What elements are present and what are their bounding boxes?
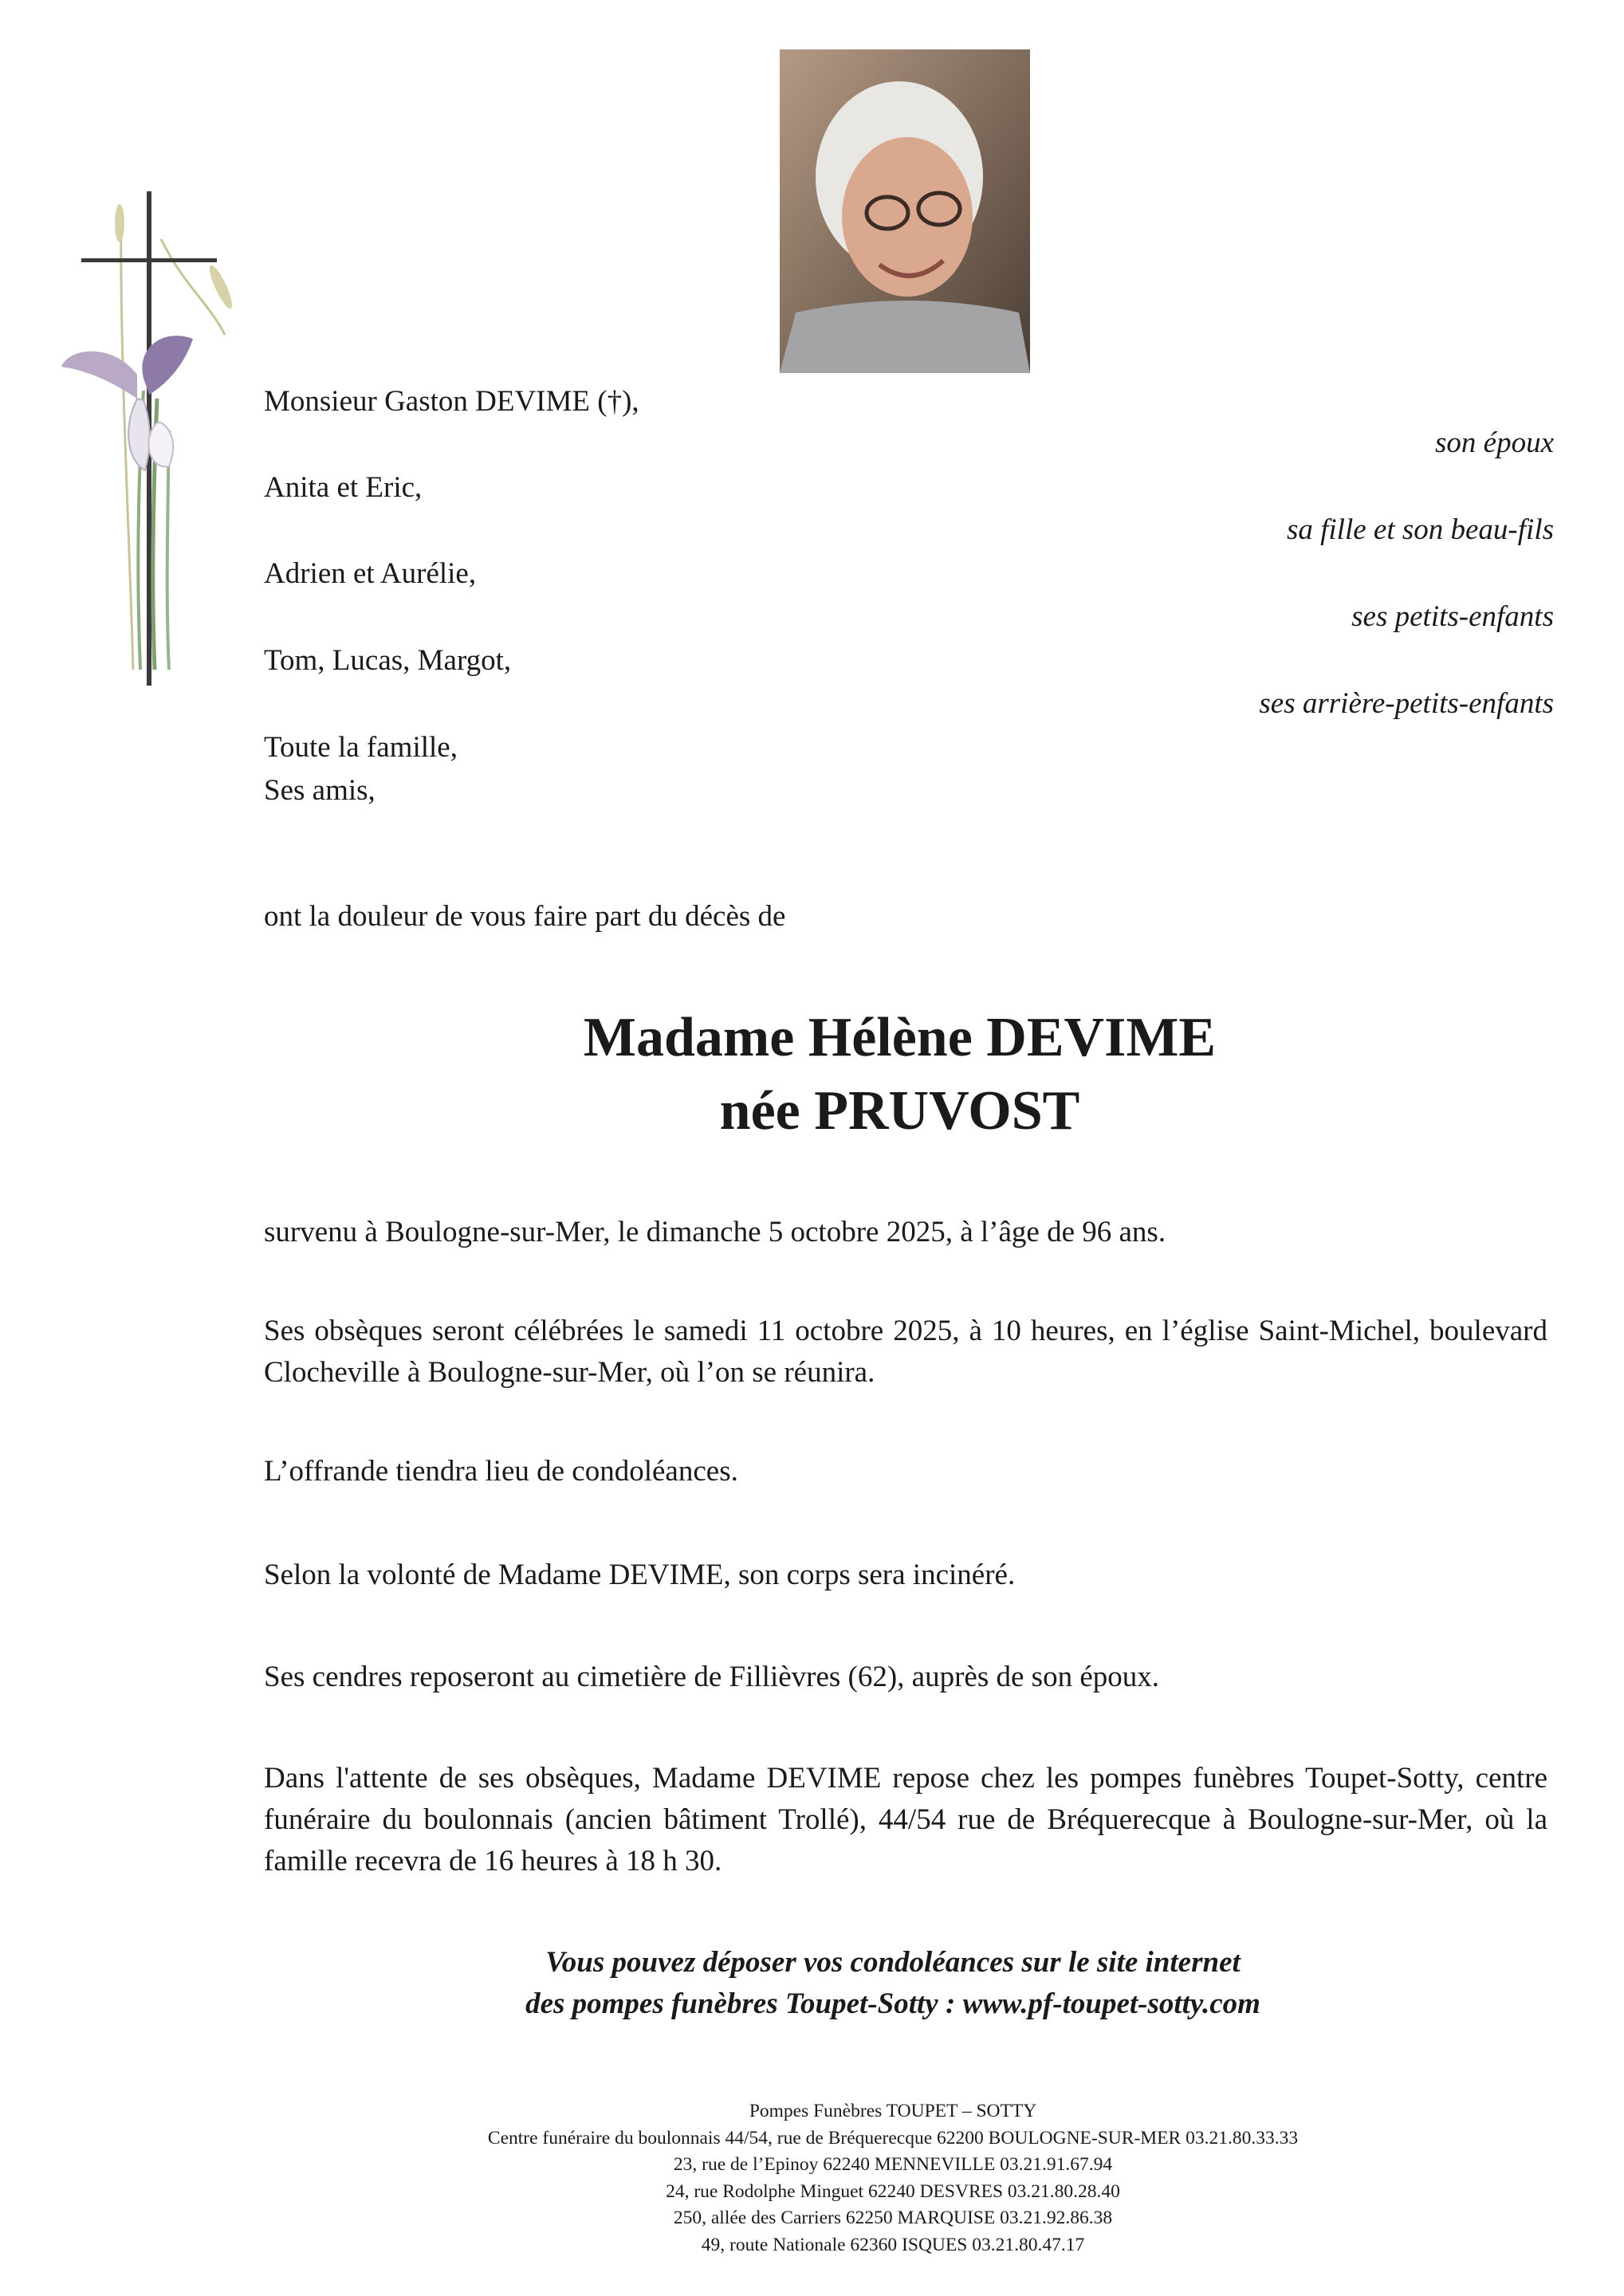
footer-address: 23, rue de l’Epinoy 62240 MENNEVILLE 03.21.91.67.94 [673, 2154, 1113, 2175]
family-member-name: Tom, Lucas, Margot, [264, 644, 512, 677]
death-details: survenu à Boulogne-sur-Mer, le dimanche 5 octobre 2025, à l’âge de 96 ans. [264, 1216, 1166, 1248]
footer-address: 49, route Nationale 62360 ISQUES 03.21.80.47.17 [701, 2235, 1085, 2255]
deceased-name: Madame Hélène DEVIME [583, 1007, 1217, 1068]
family-relation: ses petits-enfants [1351, 600, 1554, 633]
family-member-name: Anita et Eric, [264, 471, 423, 504]
condolence-notice-line: des pompes funèbres Toupet-Sotty : www.pf-toupet-sotty.com [525, 1987, 1260, 2020]
family-extra-line: Toute la famille, [264, 731, 458, 764]
footer-address: 24, rue Rodolphe Minguet 62240 DESVRES 03.21.80.28.40 [666, 2181, 1120, 2202]
offering-note: L’offrande tiendra lieu de condoléances. [264, 1455, 738, 1488]
visitation-details: Dans l'attente de ses obsèques, Madame DEVIME repose chez les pompes funèbres Toupet-Sotty, centre funéraire du boulonnais (ancien bâtiment Trollé), 44/54 rue de Bréquerecque à Boulogne-sur-Mer, où la famille recevra de 16 heures à 18 h 30. [264, 1762, 1547, 1877]
family-relation: sa fille et son beau-fils [1286, 513, 1554, 546]
ashes-note: Ses cendres reposeront au cimetière de Fillièvres (62), auprès de son époux. [264, 1661, 1159, 1693]
condolence-notice-line: Vous pouvez déposer vos condoléances sur le site internet [545, 1946, 1241, 1979]
family-member-name: Monsieur Gaston DEVIME (†), [264, 385, 639, 418]
footer-company: Pompes Funèbres TOUPET – SOTTY [749, 2101, 1037, 2121]
announcement-text: ont la douleur de vous faire part du décès de [264, 900, 786, 933]
family-relation: son époux [1435, 427, 1554, 459]
deceased-maiden-name: née PRUVOST [719, 1080, 1080, 1142]
family-relation: ses arrière-petits-enfants [1259, 687, 1554, 720]
funeral-details: Ses obsèques seront célébrées le samedi 11 octobre 2025, à 10 heures, en l’église Saint-Michel, boulevard Clocheville à Boulogne-sur-Mer, où l’on se réunira. [264, 1315, 1547, 1389]
footer-address: 250, allée des Carriers 62250 MARQUISE 03.21.92.86.38 [673, 2208, 1113, 2228]
footer-address: Centre funéraire du boulonnais 44/54, rue de Bréquerecque 62200 BOULOGNE-SUR-MER 03.21.80.33.33 [487, 2128, 1299, 2149]
cross-lily-icon [57, 191, 241, 686]
cremation-note: Selon la volonté de Madame DEVIME, son corps sera incinéré. [264, 1559, 1016, 1591]
family-extra-line: Ses amis, [264, 774, 376, 807]
portrait-photo [780, 49, 1030, 373]
family-member-name: Adrien et Aurélie, [264, 557, 477, 590]
